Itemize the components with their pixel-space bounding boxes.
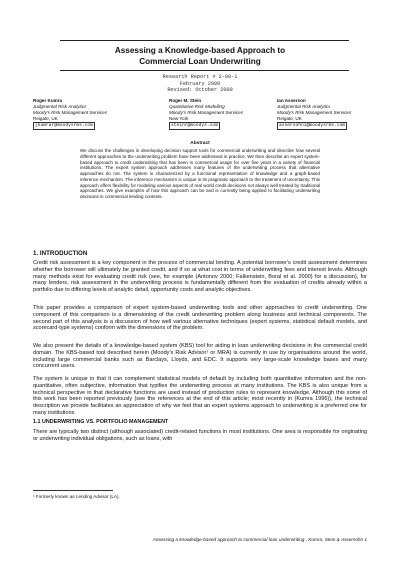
footnote-rule xyxy=(33,490,113,491)
report-revised: Revised: October 2000 xyxy=(167,87,233,94)
title-bottom-rule xyxy=(60,70,349,71)
paper-title xyxy=(40,45,360,67)
author-org: Moody's Risk Management Services xyxy=(169,109,244,115)
paper-title-line1: Assessing a Knowledge-based Approach to xyxy=(114,46,286,55)
author-role: Quantitative Risk Modelling xyxy=(169,103,225,109)
author-email[interactable]: steinr@moodys.com xyxy=(171,123,218,129)
author-block xyxy=(33,98,143,130)
author-email[interactable]: [kumrar@moodysrms.com xyxy=(35,123,93,129)
report-number: Research Report # 2-00-1 xyxy=(162,74,238,80)
body-paragraph: We also present the details of a knowledge-based system (KBS) tool for aiding in loan underwriting decisions in the commercial credit domain. The KBS-based tool described herein (Moody's Risk Advisor¹ or MRA) is currently in use by organisations around the world, including large commercial banks such as Barclays, Lloyds, and EDC. It supports very large-scale knowledge bases and many concurrent users. xyxy=(33,343,367,370)
title-top-rule xyxy=(60,40,349,41)
report-date: February 2000 xyxy=(179,80,221,87)
author-org: Moody's Risk Management Services xyxy=(33,109,108,115)
abstract-heading: Abstract xyxy=(190,141,210,146)
author-block xyxy=(169,98,279,130)
author-block xyxy=(277,98,387,130)
body-paragraph: There are typically two distinct (although associated) credit-related functions in most institutions. One area is responsible for originating or underwriting individual obligations, such as loans, with xyxy=(33,429,367,442)
footnote: ¹ Formerly known as Lending Advisor (LA). xyxy=(33,494,120,499)
author-role: Judgmental Risk Analytics xyxy=(33,103,87,109)
body-paragraph: The system is unique in that it can complement statistical models of default by including both quantitative information and the non-quantitative, often subjective, information that typifies the underwriting process at many institutions. The KBS is also unique from a technical perspective in that declarative functions are used instead of production rules to represent knowledge. Although this some of this work has been reported previously (see the references at the end of this article; most recently in (Kumra 1996)), the technical description we provide facilitates an appreciation of why we feel that an expert systems approach to underwriting is a preferred one for many institutions. xyxy=(33,376,367,416)
paper-title-line2: Commercial Loan Underwriting xyxy=(139,57,261,66)
page-footer: Assessing a knowledge-based approach to commercial loan underwriting , Kumra, Stein & Assersohn 1 xyxy=(152,537,367,542)
author-city: Reigate, UK xyxy=(33,115,58,121)
body-paragraph: Credit risk assessment is a key component in the process of commercial lending. A potential borrower's credit assessment determines whether the borrower will ultimately be granted credit, and if so at what cost in terms of underwriting fees and interest levels. Although many methods exist for evaluating credit risk (see, for example (Antonov 2000; Falkenstein, Boral et al. 2000) for a discussion), for many lenders, risk assessment in the underwriting process is fundamentally different from the evaluation of credits already within a portfolio due to differing levels of analytic detail, opportunity costs and analytic objectives. xyxy=(33,260,367,293)
report-info xyxy=(100,74,300,94)
body-paragraph: This paper provides a comparison of expert system-based underwriting tools and other approaches to credit underwriting. One component of this comparison is a dimensioning of the credit underwriting problem along business and technical components. The second part of this analysis is a discussion of how well various alternative techniques (expert systems, statistical default models, and scorecard-type systems) conform with the dimensions of the problem. xyxy=(33,305,367,332)
author-email[interactable]: assersohni@moodysrms.com xyxy=(279,123,346,129)
author-role: Judgmental Risk Analytics xyxy=(277,103,331,109)
author-name: Roger Kumra xyxy=(33,98,63,103)
author-city: Reigate, UK xyxy=(277,115,302,121)
author-name: Ian Asserson xyxy=(277,98,306,103)
author-name: Roger M. Stein xyxy=(169,98,202,103)
abstract-text: We discuss the challenges in developing decision support tools for commercial underwriting and describe how several different approaches to the underwriting problem have been addressed in practice. We then describe an expert system-based approach to credit underwriting that has been in commercial usage for over five years in a variety of financial institutions. The expert system approach addresses many features of the underwriting process that alternative approaches do not. The system is characterized by a functional representation of knowledge and a graph-based inference mechanism. The inference mechanism is unique in its pragmatic approach to the treatment of uncertainty. This approach offers flexibility for modeling various aspects of real world credit decisions not always well treated by traditional approaches. We give examples of how this approach can be and is currently being applied to facilitating underwriting decisions in commercial lending contexts. xyxy=(80,148,320,199)
author-city: New York xyxy=(169,115,189,121)
author-org: Moody's Risk Management Services xyxy=(277,109,352,115)
section-heading: 1. INTRODUCTION xyxy=(33,250,88,257)
subsection-heading: 1.1 UNDERWRITING VS. PORTFOLIO MANAGEMENT xyxy=(33,419,169,425)
